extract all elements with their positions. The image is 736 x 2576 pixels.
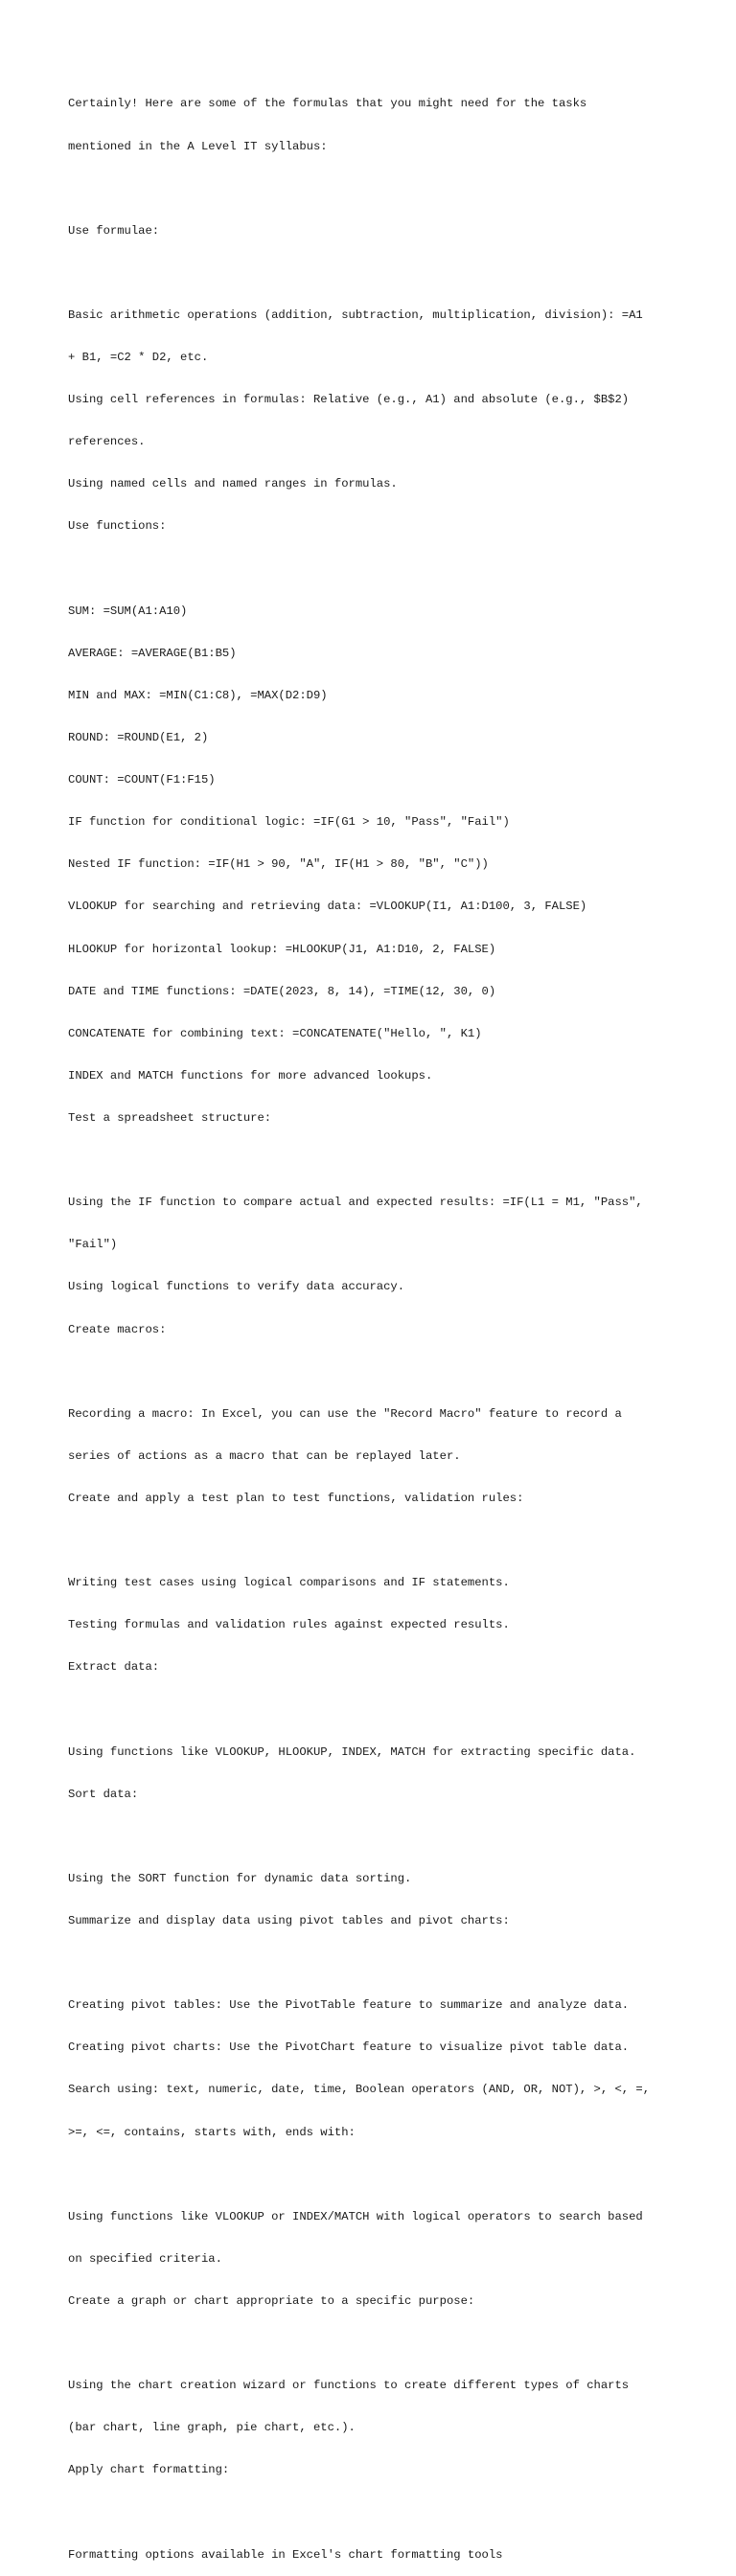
text-line: Using the SORT function for dynamic data sorting. xyxy=(68,1871,412,1885)
blank-line xyxy=(68,2505,681,2519)
text-line: COUNT: =COUNT(F1:F15) xyxy=(68,773,216,787)
text-line: Using named cells and named ranges in formulas. xyxy=(68,477,398,491)
blank-line xyxy=(68,1153,681,1168)
text-line: INDEX and MATCH functions for more advanced lookups. xyxy=(68,1068,433,1083)
text-line: series of actions as a macro that can be replayed later. xyxy=(68,1448,461,1463)
text-line: DATE and TIME functions: =DATE(2023, 8, 14), =TIME(12, 30, 0) xyxy=(68,984,496,998)
text-line: Creating pivot tables: Use the PivotTable feature to summarize and analyze data. xyxy=(68,1998,630,2013)
blank-line xyxy=(68,1365,681,1379)
section-heading: Extract data: xyxy=(68,1660,160,1675)
text-line: "Fail") xyxy=(68,1238,118,1252)
text-line: (bar chart, line graph, pie chart, etc.). xyxy=(68,2421,356,2435)
text-line: Using functions like VLOOKUP, HLOOKUP, INDEX, MATCH for extracting specific data. xyxy=(68,1744,636,1759)
text-line: Basic arithmetic operations (addition, subtraction, multiplication, division): =A1 xyxy=(68,308,643,322)
blank-line xyxy=(68,2168,681,2182)
text-line: Using the chart creation wizard or functions to create different types of charts xyxy=(68,2379,630,2393)
text-line: IF function for conditional logic: =IF(G1 > 10, "Pass", "Fail") xyxy=(68,815,510,830)
section-heading: Create a graph or chart appropriate to a specific purpose: xyxy=(68,2293,475,2308)
text-line: ROUND: =ROUND(E1, 2) xyxy=(68,731,209,744)
blank-line xyxy=(68,1534,681,1548)
section-heading: Test a spreadsheet structure: xyxy=(68,1110,272,1125)
blank-line xyxy=(68,182,681,196)
text-line: Certainly! Here are some of the formulas that you might need for the tasks xyxy=(68,97,587,111)
section-heading: Create and apply a test plan to test functions, validation rules: xyxy=(68,1491,524,1505)
text-line: AVERAGE: =AVERAGE(B1:B5) xyxy=(68,646,237,660)
text-line: mentioned in the A Level IT syllabus: xyxy=(68,139,328,153)
document-body xyxy=(68,69,681,2576)
text-line: VLOOKUP for searching and retrieving data: =VLOOKUP(I1, A1:D100, 3, FALSE) xyxy=(68,900,587,914)
text-line: Creating pivot charts: Use the PivotChart feature to visualize pivot table data. xyxy=(68,2040,630,2055)
text-line: on specified criteria. xyxy=(68,2251,222,2266)
blank-line xyxy=(68,562,681,577)
section-heading: Sort data: xyxy=(68,1787,139,1801)
blank-line xyxy=(68,266,681,281)
text-line: Recording a macro: In Excel, you can use the "Record Macro" feature to record a xyxy=(68,1406,622,1421)
text-line: references. xyxy=(68,435,146,449)
blank-line xyxy=(68,2337,681,2351)
blank-line xyxy=(68,1702,681,1717)
section-heading: Summarize and display data using pivot tables and pivot charts: xyxy=(68,1913,510,1927)
text-line: Using the IF function to compare actual and expected results: =IF(L1 = M1, "Pass", xyxy=(68,1196,643,1210)
text-line: HLOOKUP for horizontal lookup: =HLOOKUP(J1, A1:D10, 2, FALSE) xyxy=(68,942,496,956)
blank-line xyxy=(68,1830,681,1844)
text-line: Using functions like VLOOKUP or INDEX/MATCH with logical operators to search based xyxy=(68,2209,643,2223)
section-heading: Use functions: xyxy=(68,519,167,534)
text-line: Nested IF function: =IF(H1 > 90, "A", IF(H1 > 80, "B", "C")) xyxy=(68,857,489,872)
section-heading: Apply chart formatting: xyxy=(68,2463,230,2477)
text-line: Writing test cases using logical comparisons and IF statements. xyxy=(68,1576,510,1590)
section-heading: Use formulae: xyxy=(68,223,160,238)
text-line: Using logical functions to verify data accuracy. xyxy=(68,1280,405,1294)
section-heading: Search using: text, numeric, date, time, Boolean operators (AND, OR, NOT), >, <, =, xyxy=(68,2083,651,2097)
text-line: + B1, =C2 * D2, etc. xyxy=(68,351,209,365)
text-line: >=, <=, contains, starts with, ends with: xyxy=(68,2125,356,2139)
text-line: Formatting options available in Excel's chart formatting tools xyxy=(68,2547,503,2562)
text-line: Testing formulas and validation rules against expected results. xyxy=(68,1618,510,1632)
section-heading: Create macros: xyxy=(68,1322,167,1336)
text-line: CONCATENATE for combining text: =CONCATENATE("Hello, ", K1) xyxy=(68,1026,482,1040)
text-line: SUM: =SUM(A1:A10) xyxy=(68,604,188,618)
blank-line xyxy=(68,1956,681,1971)
text-line: Using cell references in formulas: Relative (e.g., A1) and absolute (e.g., $B$2) xyxy=(68,393,630,407)
text-line: MIN and MAX: =MIN(C1:C8), =MAX(D2:D9) xyxy=(68,688,328,702)
